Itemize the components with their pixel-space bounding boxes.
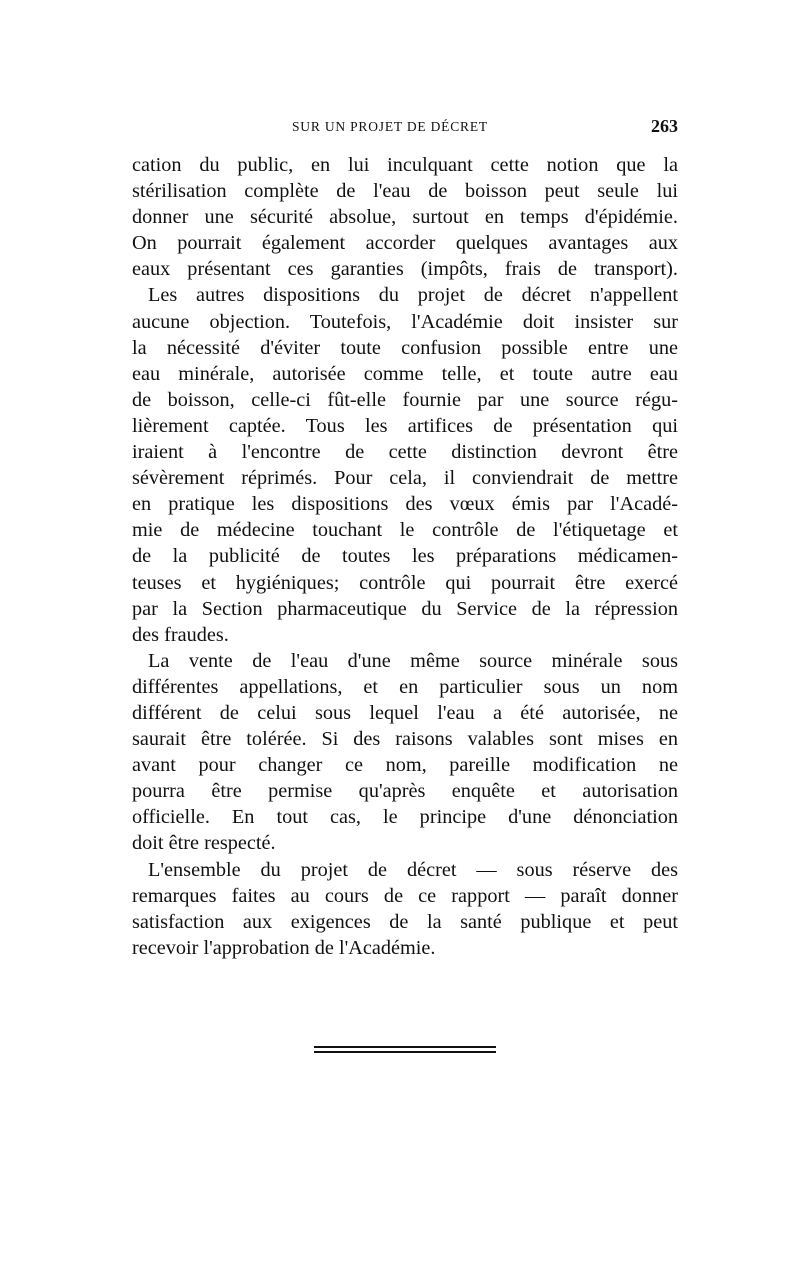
text-line: la nécessité d'éviter toute confusion possible entre une (132, 336, 678, 359)
text-line: eau minérale, autorisée comme telle, et toute autre eau (132, 362, 678, 385)
text-line: en pratique les dispositions des vœux émis par l'Acadé- (132, 493, 678, 516)
text-line: doit être respecté. (132, 832, 276, 855)
text-line: teuses et hygiéniques; contrôle qui pourrait être exercé (132, 571, 678, 594)
body-text (132, 152, 678, 961)
text-line: iraient à l'encontre de cette distinction devront être (132, 441, 678, 464)
rule-line (314, 1046, 496, 1048)
text-line: lièrement captée. Tous les artifices de présentation qui (132, 414, 678, 437)
paragraph (132, 857, 678, 961)
text-line: L'ensemble du projet de décret — sous réserve des (148, 858, 678, 881)
text-line: recevoir l'approbation de l'Académie. (132, 936, 436, 959)
end-double-rule (314, 1046, 496, 1054)
rule-line (314, 1051, 496, 1053)
text-line: différentes appellations, et en particulier sous un nom (132, 675, 678, 698)
text-line: par la Section pharmaceutique du Service de la répression (132, 597, 678, 620)
running-title: SUR UN PROJET DE DÉCRET (292, 119, 488, 134)
text-line: saurait être tolérée. Si des raisons valables sont mises en (132, 728, 678, 751)
text-line: cation du public, en lui inculquant cette notion que la (132, 154, 678, 176)
running-head (132, 116, 678, 140)
text-line: Les autres dispositions du projet de décret n'appellent (148, 284, 678, 307)
text-line: de boisson, celle-ci fût-elle fournie par une source régu- (132, 388, 678, 411)
text-line: de la publicité de toutes les préparations médicamen- (132, 545, 678, 568)
text-line: sévèrement réprimés. Pour cela, il conviendrait de mettre (132, 467, 678, 490)
paragraph (132, 282, 678, 647)
text-line: pourra être permise qu'après enquête et autorisation (132, 780, 678, 803)
text-line: La vente de l'eau d'une même source minérale sous (148, 649, 678, 672)
paragraph (132, 648, 678, 857)
text-line: différent de celui sous lequel l'eau a été autorisée, ne (132, 701, 678, 724)
page-number: 263 (651, 116, 678, 136)
text-line: donner une sécurité absolue, surtout en temps d'épidémie. (132, 206, 678, 229)
text-line: officielle. En tout cas, le principe d'une dénonciation (132, 806, 678, 829)
paragraph (132, 152, 678, 282)
text-line: avant pour changer ce nom, pareille modification ne (132, 754, 678, 777)
text-line: remarques faites au cours de ce rapport — paraît donner (132, 884, 678, 907)
text-line: eaux présentant ces garanties (impôts, frais de transport). (132, 258, 678, 281)
text-line: des fraudes. (132, 623, 229, 646)
text-line: On pourrait également accorder quelques avantages aux (132, 232, 678, 255)
text-line: aucune objection. Toutefois, l'Académie doit insister sur (132, 310, 678, 333)
text-line: stérilisation complète de l'eau de boisson peut seule lui (132, 180, 678, 203)
text-line: satisfaction aux exigences de la santé publique et peut (132, 910, 678, 933)
text-line: mie de médecine touchant le contrôle de l'étiquetage et (132, 519, 678, 542)
